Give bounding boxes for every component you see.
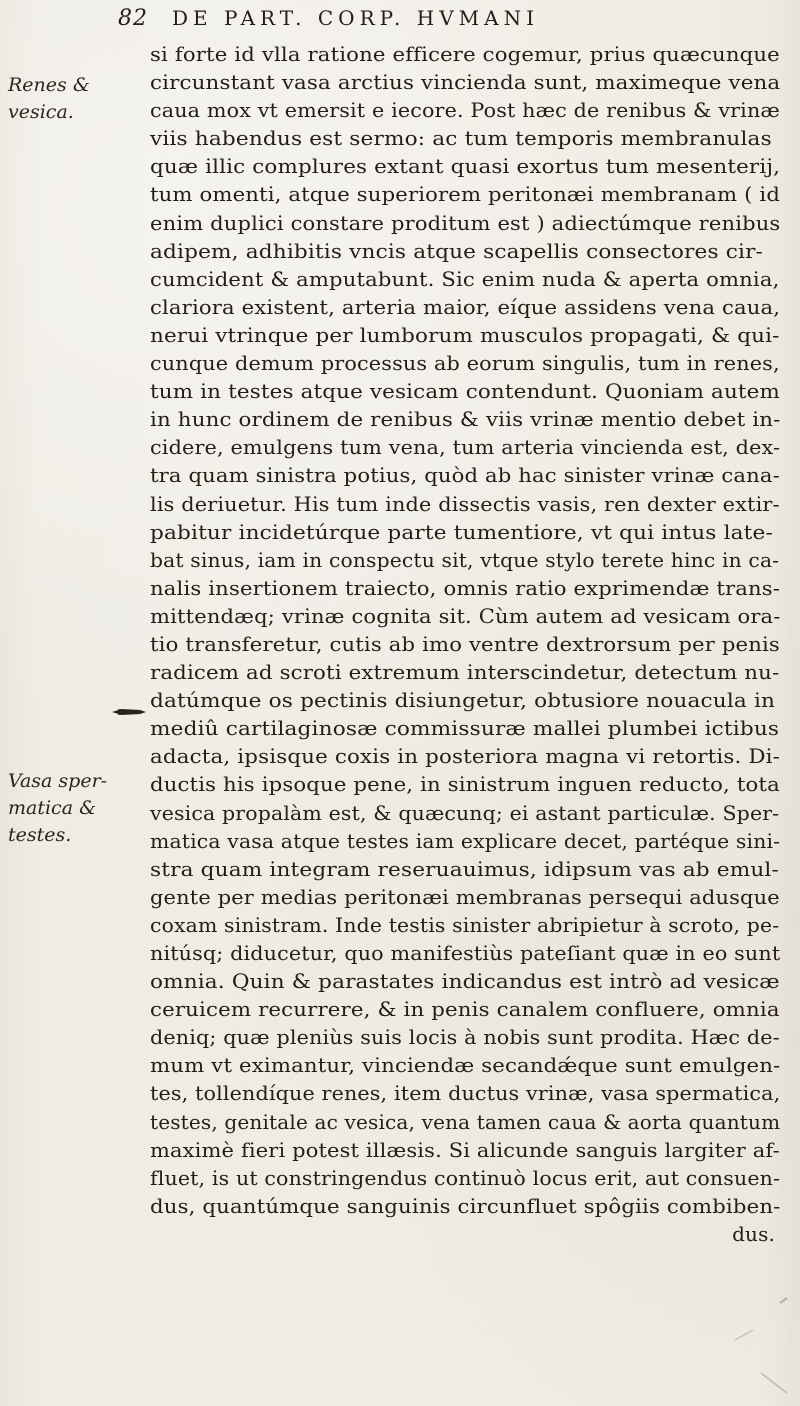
manicule-mark-icon [110, 705, 148, 719]
text-line: tum in testes atque vesicam contendunt. Quoniam autem [150, 379, 780, 404]
ink-stroke-mark [725, 1295, 795, 1395]
text-line: mittendæq; vrinæ cognita sit. Cùm autem ad vesicam ora- [150, 603, 781, 628]
text-line: nitúsq; diducetur, quo manifestiùs pateſiant quæ in eo sunt [150, 941, 781, 965]
text-line: stra quam integram reseruauimus, idipsum vas ab emul- [150, 856, 779, 881]
margin-note-renes-vesica [8, 72, 148, 126]
text-line: deniq; quæ pleniùs suis locis à nobis sunt prodita. Hæc de- [150, 1025, 780, 1050]
text-line: vesica propalàm est, & quæcunq; ei astant particulæ. Sper- [150, 800, 780, 825]
text-line: omnia. Quin & parastates indicandus est intrò ad vesicæ [150, 969, 780, 994]
margin-note-line: testes. [8, 824, 72, 846]
margin-note-line: vesica. [8, 101, 74, 123]
text-line: testes, genitale ac vesica, vena tamen caua & aorta quantum [150, 1109, 781, 1134]
text-line: bat sinus, iam in conspectu sit, vtque stylo terete hinc in ca- [150, 547, 780, 572]
text-line: cunque demum processus ab eorum singulis, tum in renes, [150, 351, 780, 376]
text-line: viis habendus est sermo: ac tum temporis membranulas [150, 126, 772, 151]
text-line: radicem ad scroti extremum interscindetur, detectum nu- [150, 660, 780, 685]
page-number: 82 [118, 6, 148, 31]
running-head: DE PART. CORP. HVMANI [172, 6, 539, 30]
text-line: caua mox vt emersit e iecore. Post hæc de renibus & vrinæ [150, 98, 780, 123]
text-line: tum omenti, atque superiorem peritonæi membranam ( id [150, 182, 781, 207]
text-line: ceruicem recurrere, & in penis canalem confluere, omnia [150, 997, 780, 1022]
text-line: adipem, adhibitis vncis atque scapellis consectores cir- [150, 238, 764, 263]
page-header [0, 6, 800, 34]
text-line: nerui vtrinque per lumborum musculos propagati, & qui- [150, 322, 780, 347]
text-line: ductis his ipsoque pene, in sinistrum inguen reducto, tota [150, 772, 780, 797]
text-line: cidere, emulgens tum vena, tum arteria vincienda est, dex- [150, 435, 781, 460]
text-line: coxam sinistram. Inde testis sinister abripietur à scroto, pe- [150, 912, 780, 937]
text-line: quæ illic complures extant quasi exortus tum mesenterij, [150, 154, 781, 179]
text-line: pabitur incidetúrque parte tumentiore, vt qui intus late- [150, 519, 773, 544]
text-line: lis deriuetur. His tum inde dissectis vasis, ren dexter extir- [150, 491, 780, 516]
margin-note-line: matica & [8, 797, 96, 819]
margin-note-vasa-spermatica [8, 768, 148, 849]
text-line: nalis insertionem traiecto, omnis ratio exprimendæ trans- [150, 575, 781, 600]
text-line: clariora existent, arteria maior, eíque assidens vena caua, [150, 294, 781, 319]
body-text [150, 40, 790, 1248]
margin-note-line: Vasa sper- [8, 770, 108, 792]
text-line: matica vasa atque testes iam explicare decet, partéque sini- [150, 828, 781, 853]
text-line: maximè fieri potest illæsis. Si alicunde sanguis largiter af- [150, 1137, 780, 1162]
text-line: tio transferetur, cutis ab imo ventre dextrorsum per penis [150, 631, 780, 656]
text-line: fluet, is ut constringendus continuò locus erit, aut consuen- [150, 1165, 781, 1190]
text-line: dus. [732, 1221, 775, 1246]
text-line: si forte id vlla ratione efficere cogemur, prius quæcunque [150, 42, 780, 66]
text-line: cumcident & amputabunt. Sic enim nuda & aperta omnia, [150, 266, 780, 291]
text-line: in hunc ordinem de renibus & viis vrinæ mentio debet in- [150, 407, 781, 432]
text-line: adacta, ipsisque coxis in posteriora magna vi retortis. Di- [150, 744, 781, 769]
text-line: dus, quantúmque sanguinis circunfluet spôgiis combiben- [150, 1193, 781, 1218]
text-line: mediû cartilaginosæ commissuræ mallei plumbei ictibus [150, 716, 780, 741]
text-line: gente per medias peritonæi membranas persequi adusque [150, 884, 780, 909]
text-line: circunstant vasa arctius vincienda sunt, maximeque vena [150, 70, 781, 95]
text-line: mum vt eximantur, vinciendæ secandǽque sunt emulgen- [150, 1053, 781, 1078]
text-line: tes, tollendíque renes, item ductus vrinæ, vasa spermatica, [150, 1081, 781, 1106]
text-line: enim duplici constare proditum est ) adiectúmque renibus [150, 210, 781, 235]
text-line: datúmque os pectinis disiungetur, obtusiore nouacula in [150, 688, 776, 713]
margin-note-line: Renes & [8, 74, 90, 96]
text-line: tra quam sinistra potius, quòd ab hac sinister vrinæ cana- [150, 463, 780, 488]
